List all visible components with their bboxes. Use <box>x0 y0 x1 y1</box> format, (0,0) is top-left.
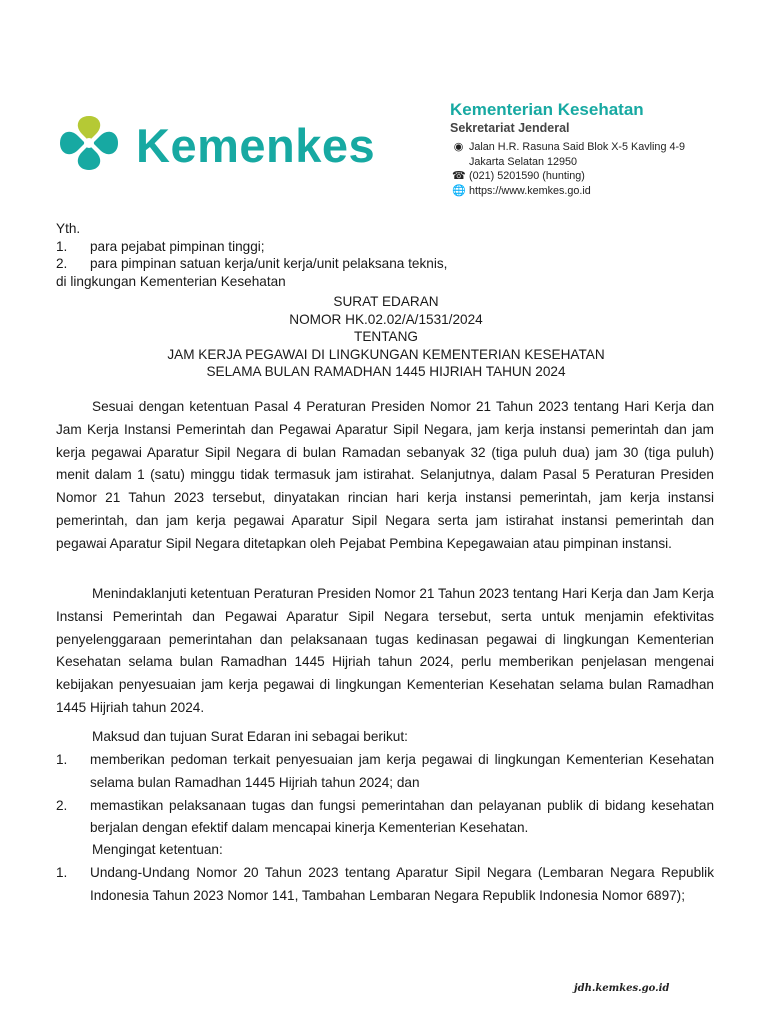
recipients-block <box>56 220 716 290</box>
recipient-number: 1. <box>56 238 68 254</box>
recipient-text: para pejabat pimpinan tinggi; <box>90 238 265 254</box>
body-paragraph-2: Menindaklanjuti ketentuan Peraturan Presiden Nomor 21 Tahun 2023 tentang Hari Kerja dan Jam Kerja Instansi Pemerintah dan Pegawai Aparatur Sipil Negara tersebut, serta untuk menjamin efektivitas penyelenggaraan pemerintahan dan pelaksanaan tugas kedinasan pegawai di lingkungan Kementerian Kesehatan selama bulan Ramadhan 1445 Hijriah tahun 2024, perlu memberikan penjelasan mengenai kebijakan penyesuaian jam kerja pegawai di lingkungan Kementerian Kesehatan selama bulan Ramadhan 1445 Hijriah tahun 2024. <box>56 586 714 715</box>
purpose-text: memastikan pelaksanaan tugas dan fungsi pemerintahan dan pelayanan publik di bidang kesehatan berjalan dengan efektif dalam mencapai kinerja Kementerian Kesehatan. <box>90 797 714 836</box>
considering-item <box>56 862 714 908</box>
purpose-list <box>56 749 714 840</box>
address-row-2 <box>452 155 752 170</box>
website-link[interactable]: https://www.kemkes.go.id <box>469 184 591 197</box>
recipient-text: para pimpinan satuan kerja/unit kerja/unit pelaksana teknis, <box>90 256 448 271</box>
address-row <box>452 140 752 155</box>
org-title: Kementerian Kesehatan <box>450 100 644 119</box>
doc-subject-line2: SELAMA BULAN RAMADHAN 1445 HIJRIAH TAHUN 2024 <box>206 364 566 379</box>
recipients-closing: di lingkungan Kementerian Kesehatan <box>56 273 286 289</box>
considering-heading: Mengingat ketentuan: <box>92 842 223 857</box>
recipient-number: 2. <box>56 256 68 271</box>
recipient-item <box>56 238 716 256</box>
website-row <box>452 184 752 199</box>
brand-wordmark: Kemenkes <box>136 119 376 172</box>
location-pin-icon: ◉ <box>453 141 464 153</box>
considering-list <box>56 862 714 908</box>
title-block <box>56 293 716 381</box>
address-line1: Jalan H.R. Rasuna Said Blok X-5 Kavling 4-9 <box>469 141 686 153</box>
purpose-item <box>56 795 714 841</box>
considering-number: 1. <box>56 865 68 880</box>
purpose-number: 1. <box>56 752 68 767</box>
phone-icon: ☎ <box>452 170 466 182</box>
salutation: Yth. <box>56 221 81 236</box>
contact-block <box>452 140 752 198</box>
body-paragraph-1: Sesuai dengan ketentuan Pasal 4 Peraturan Presiden Nomor 21 Tahun 2023 tentang Hari Kerja dan Jam Kerja Instansi Pemerintah dan Pegawai Aparatur Sipil Negara, jam kerja instansi pemerintah dan jam kerja pegawai Aparatur Sipil Negara di bulan Ramadan sebanyak 32 (tiga puluh dua) jam 30 (tiga puluh) menit dalam 1 (satu) minggu tidak termasuk jam istirahat. Selanjutnya, dalam Pasal 5 Peraturan Presiden Nomor 21 Tahun 2023 tersebut, dinyatakan rincian hari kerja instansi pemerintah, jam kerja instansi pemerintah, dan jam kerja pegawai Aparatur Sipil Negara serta jam istirahat instansi pemerintah dan pegawai Aparatur Sipil Negara ditetapkan oleh Pejabat Pembina Kepegawaian atau pimpinan instansi. <box>56 399 714 551</box>
address-line2: Jakarta Selatan 12950 <box>469 155 578 168</box>
doc-type: SURAT EDARAN <box>333 294 439 309</box>
kemenkes-emblem-icon <box>56 112 122 174</box>
purpose-number: 2. <box>56 797 68 813</box>
purpose-item <box>56 749 714 795</box>
phone-row <box>452 169 752 184</box>
considering-text: Undang-Undang Nomor 20 Tahun 2023 tentang Aparatur Sipil Negara (Lembaran Negara Republik Indonesia Tahun 2023 Nomor 141, Tambahan Lembaran Negara Republik Indonesia Nomor 6897); <box>90 865 714 903</box>
footer-site: jdh.kemkes.go.id <box>574 983 670 994</box>
kemenkes-logo <box>56 112 376 174</box>
purpose-heading: Maksud dan tujuan Surat Edaran ini sebagai berikut: <box>92 729 408 744</box>
doc-number: NOMOR HK.02.02/A/1531/2024 <box>289 311 483 327</box>
recipient-item <box>56 255 716 273</box>
doc-subject-line1: JAM KERJA PEGAWAI DI LINGKUNGAN KEMENTERIAN KESEHATAN <box>167 346 605 362</box>
doc-tentang: TENTANG <box>354 329 418 344</box>
globe-icon: 🌐 <box>452 184 466 197</box>
org-subtitle: Sekretariat Jenderal <box>450 121 570 135</box>
phone-number: (021) 5201590 (hunting) <box>469 170 585 182</box>
purpose-text: memberikan pedoman terkait penyesuaian jam kerja pegawai di lingkungan Kementerian Kesehatan selama bulan Ramadhan 1445 Hijriah tahun 2024; dan <box>90 752 714 790</box>
